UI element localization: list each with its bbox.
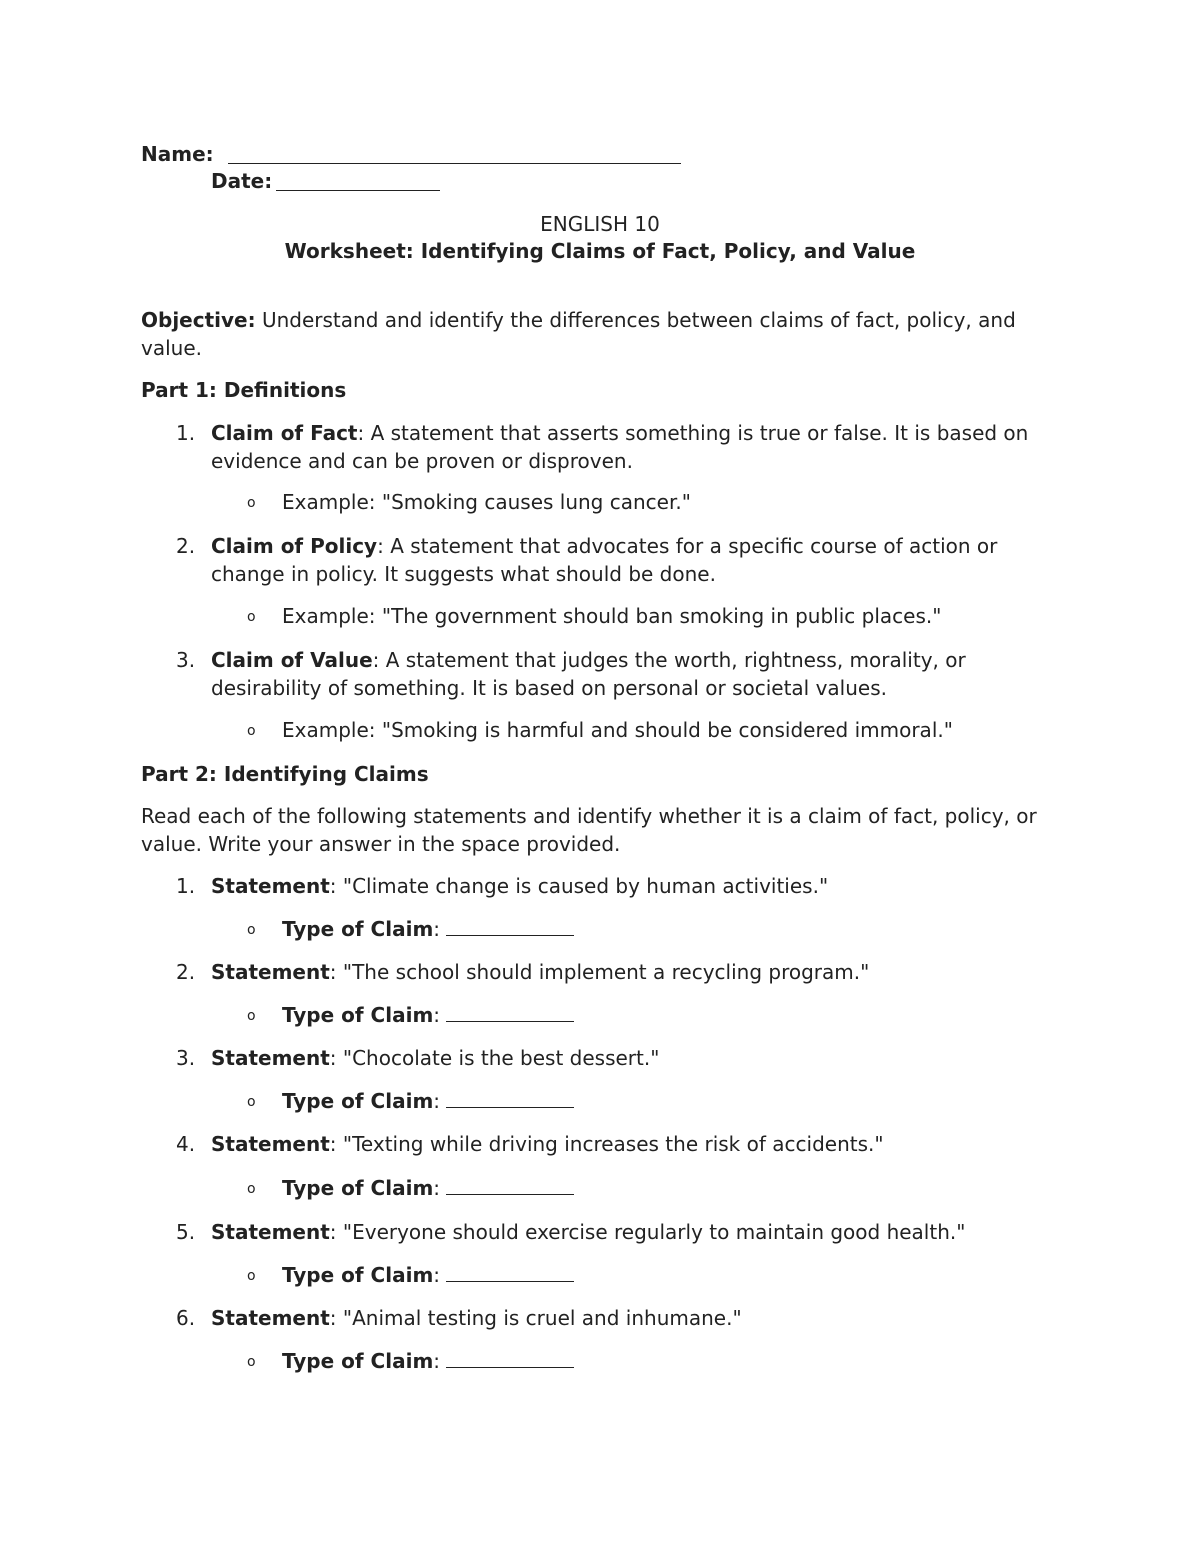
type-of-claim-label: Type of Claim — [282, 1003, 434, 1027]
statement-number: 4. — [176, 1132, 196, 1156]
type-of-claim-label: Type of Claim — [282, 1349, 434, 1373]
part2-heading: Part 2: Identifying Claims — [141, 762, 429, 786]
definition-number: 3. — [176, 648, 196, 672]
objective-text: Understand and identify the differences between claims of fact, policy, and value. — [141, 308, 1016, 360]
name-blank — [228, 145, 681, 164]
bullet-icon: o — [247, 723, 256, 739]
statement-text: : "Chocolate is the best dessert." — [329, 1046, 660, 1070]
bullet-icon: o — [247, 1268, 256, 1284]
definition-item — [211, 532, 1051, 588]
definition-item — [211, 646, 1051, 702]
objective — [141, 306, 1051, 362]
date-label: Date: — [211, 169, 273, 193]
statement-item — [211, 1130, 1051, 1158]
part1-heading: Part 1: Definitions — [141, 378, 347, 402]
definition-text: : A statement that judges the worth, rightness, morality, or desirability of something. It is based on personal or societal values. — [211, 648, 966, 700]
statement-number: 1. — [176, 874, 196, 898]
statement-label: Statement — [211, 1046, 330, 1070]
type-of-claim-label: Type of Claim — [282, 1089, 434, 1113]
statement-text: : "Everyone should exercise regularly to maintain good health." — [329, 1220, 966, 1244]
answer-blank[interactable] — [446, 1349, 574, 1368]
definition-example: Example: "Smoking causes lung cancer." — [282, 490, 691, 514]
answer-blank[interactable] — [446, 1089, 574, 1108]
statement-text: : "Climate change is caused by human activities." — [329, 874, 829, 898]
statement-item — [211, 958, 1051, 986]
claim-type-line: Type of Claim: — [282, 1087, 574, 1115]
answer-blank[interactable] — [446, 1176, 574, 1195]
statement-item — [211, 1218, 1051, 1246]
type-of-claim-label: Type of Claim — [282, 1263, 434, 1287]
statement-label: Statement — [211, 960, 330, 984]
definition-text: : A statement that advocates for a specific course of action or change in policy. It suggests what should be done. — [211, 534, 998, 586]
bullet-icon: o — [247, 495, 256, 511]
definition-term: Claim of Value — [211, 648, 373, 672]
statement-number: 2. — [176, 960, 196, 984]
bullet-icon: o — [247, 1354, 256, 1370]
objective-label: Objective: — [141, 308, 256, 332]
statement-label: Statement — [211, 1132, 330, 1156]
bullet-icon: o — [247, 609, 256, 625]
course-title: ENGLISH 10 — [540, 212, 660, 236]
type-of-claim-label: Type of Claim — [282, 917, 434, 941]
statement-label: Statement — [211, 1220, 330, 1244]
definition-number: 2. — [176, 534, 196, 558]
statement-number: 6. — [176, 1306, 196, 1330]
statement-label: Statement — [211, 874, 330, 898]
definition-text: : A statement that asserts something is true or false. It is based on evidence and can be proven or disproven. — [211, 421, 1029, 473]
date-blank — [276, 172, 440, 191]
definition-number: 1. — [176, 421, 196, 445]
definition-term: Claim of Policy — [211, 534, 378, 558]
statement-number: 5. — [176, 1220, 196, 1244]
bullet-icon: o — [247, 1094, 256, 1110]
statement-text: : "Animal testing is cruel and inhumane." — [329, 1306, 742, 1330]
bullet-icon: o — [247, 1008, 256, 1024]
definition-term: Claim of Fact — [211, 421, 358, 445]
statement-item — [211, 1044, 1051, 1072]
claim-type-line: Type of Claim: — [282, 1347, 574, 1375]
type-of-claim-label: Type of Claim — [282, 1176, 434, 1200]
answer-blank[interactable] — [446, 1263, 574, 1282]
statement-text: : "The school should implement a recycling program." — [329, 960, 870, 984]
statement-number: 3. — [176, 1046, 196, 1070]
claim-type-line: Type of Claim: — [282, 915, 574, 943]
statement-item — [211, 872, 1051, 900]
claim-type-line: Type of Claim: — [282, 1001, 574, 1029]
bullet-icon: o — [247, 1181, 256, 1197]
definition-item — [211, 419, 1051, 475]
definition-example: Example: "Smoking is harmful and should be considered immoral." — [282, 718, 953, 742]
bullet-icon: o — [247, 922, 256, 938]
claim-type-line: Type of Claim: — [282, 1261, 574, 1289]
statement-item — [211, 1304, 1051, 1332]
statement-text: : "Texting while driving increases the risk of accidents." — [329, 1132, 884, 1156]
claim-type-line: Type of Claim: — [282, 1174, 574, 1202]
worksheet-title: Worksheet: Identifying Claims of Fact, Policy, and Value — [284, 239, 916, 263]
answer-blank[interactable] — [446, 1003, 574, 1022]
answer-blank[interactable] — [446, 917, 574, 936]
statement-label: Statement — [211, 1306, 330, 1330]
name-label: Name: — [141, 142, 214, 166]
definition-example: Example: "The government should ban smoking in public places." — [282, 604, 942, 628]
part2-instructions: Read each of the following statements and identify whether it is a claim of fact, policy, or value. Write your answer in the space provided. — [141, 804, 1037, 856]
